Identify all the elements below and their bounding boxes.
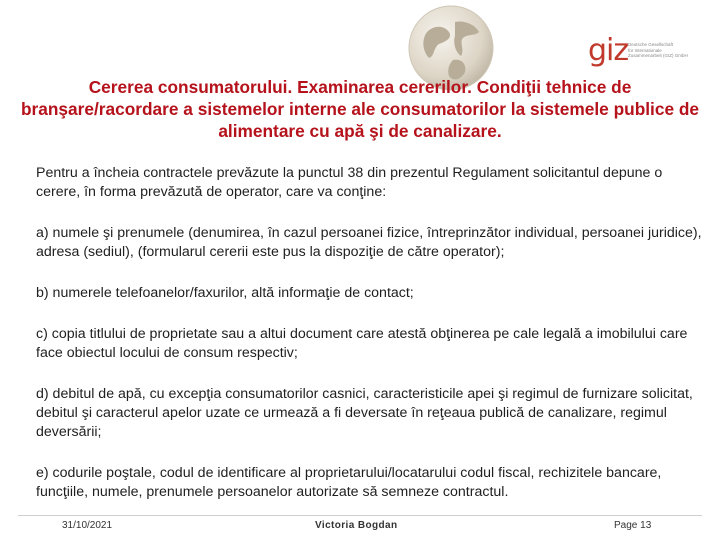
- paragraph-item-b: b) numerele telefoanelor/faxurilor, altă informaţie de contact;: [36, 285, 414, 301]
- footer-date: 31/10/2021: [62, 520, 113, 531]
- slide-body: [36, 164, 708, 524]
- paragraph-item-c: c) copia titlului de proprietate sau a altui document care atestă obţinerea pe cale legală a imobilului care face obiectul locului de consum respectiv;: [36, 326, 688, 361]
- footer-page-number: Page 13: [614, 520, 652, 531]
- slide-title: Cererea consumatorului. Examinarea cererilor. Condiţii tehnice de branşare/racordare a sistemelor interne ale consumatorilor la sistemele publice de alimentare cu apă şi de canalizare.: [20, 77, 700, 141]
- footer-divider: [18, 515, 702, 516]
- logo-org-line: Deutsche Gesellschaft: [628, 42, 674, 47]
- logo-org-line: für Internationale: [628, 47, 662, 53]
- paragraph-item-e: e) codurile poştale, codul de identificare al proprietarului/locatarului codul fiscal, rechizitele bancare, funcţiile, numele, prenumele persoanelor autorizate să semneze contractul.: [36, 465, 662, 500]
- paragraph-item-d: d) debitul de apă, cu excepţia consumatorilor casnici, caracteristicile apei şi regimul de furnizare solicitat, debitul şi caracterul apelor uzate ce urmează a fi deversate în reţeaua publică de canalizare, regimul deversării;: [36, 386, 693, 440]
- paragraph-item-a: a) numele şi prenumele (denumirea, în cazul persoanei fizice, întreprinzător individual, persoanei juridice), adresa (sediul), (formularul cererii este pus la dispoziţie de către operator);: [36, 225, 702, 260]
- giz-logo: [588, 33, 716, 76]
- logo-org-text: [628, 42, 708, 59]
- paragraph-intro: Pentru a încheia contractele prevăzute la punctul 38 din prezentul Regulament solicitantul depune o cerere, în forma prevăzută de operator, care va conţine:: [36, 165, 663, 200]
- logo-mark: giz: [588, 33, 629, 68]
- footer-author: Victoria Bogdan: [315, 520, 398, 531]
- logo-org-line: Zusammenarbeit (GIZ) GmbH: [628, 53, 688, 58]
